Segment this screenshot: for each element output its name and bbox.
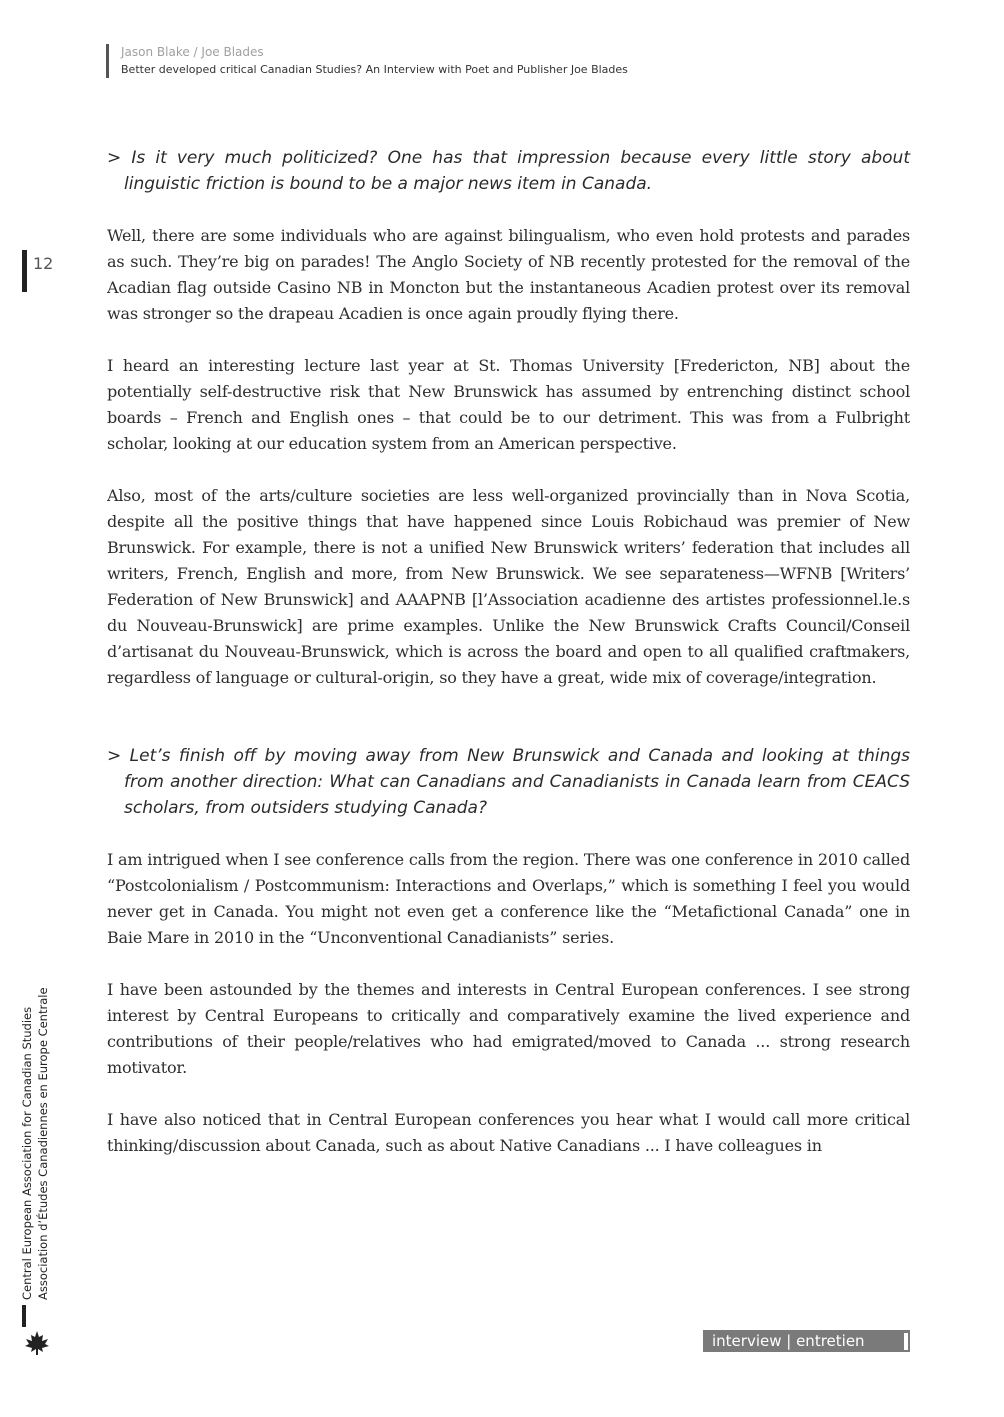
header-authors: Jason Blake / Joe Blades: [121, 45, 264, 59]
header-subtitle: Better developed critical Canadian Studies? An Interview with Poet and Publisher Joe Blades: [121, 63, 628, 76]
paragraph-1: Well, there are some individuals who are against bilingualism, who even hold protests and parades as such. They’re big on parades! The Anglo Society of NB recently protested for the removal of the Acadian flag outside Casino NB in Moncton but the instantaneous Acadien protest over its removal was stronger so the drapeau Acadien is once again proudly flying there.: [107, 226, 910, 323]
running-header: [106, 44, 628, 78]
paragraph-4: I am intrigued when I see conference calls from the region. There was one conference in 2010 called “Postcolonialism / Postcommunism: Interactions and Overlaps,” which is something I feel you would never get in Canada. You might not even get a conference like the “Metafictional Canada” one in Baie Mare in 2010 in the “Unconventional Canadianists” series.: [107, 850, 910, 947]
paragraph-3: Also, most of the arts/culture societies are less well-organized provincially than in Nova Scotia, despite all the positive things that have happened since Louis Robichaud was premier of New Brunswick. For example, there is not a unified New Brunswick writers’ federation that includes all writers, French, English and more, from New Brunswick. We see separateness—WFNB [Writers’ Federation of New Brunswick] and AAAPNB [l’Association acadienne des artistes professionnel.le.s du Nouveau-Brunswick] are prime examples. Unlike the New Brunswick Crafts Council/Conseil d’artisanat du Nouveau-Brunswick, which is across the board and open to all qualified craftmakers, regardless of language or cultural-origin, so they have a great, wide mix of coverage/integration.: [107, 486, 910, 687]
paragraph-6: I have also noticed that in Central European conferences you hear what I would call more critical thinking/discussion about Canada, such as about Native Canadians ... I have colleagues in: [107, 1110, 910, 1155]
association-sidebar: [19, 987, 51, 1300]
section-footer: [703, 1330, 910, 1352]
association-name-fr: Association d’Études Canadiennes en Europe Centrale: [36, 987, 50, 1300]
paragraph-5: I have been astounded by the themes and interests in Central European conferences. I see strong interest by Central Europeans to critically and comparatively examine the lived experience and contributions of their people/relatives who had emigrated/moved to Canada ... strong research motivator.: [107, 980, 910, 1077]
footer-bar: [904, 1333, 908, 1350]
footer-label: interview | entretien: [712, 1332, 865, 1350]
page-number: 12: [22, 250, 53, 292]
maple-leaf-icon: [24, 1330, 50, 1356]
article-body: [107, 145, 910, 1159]
sidebar-divider: [22, 1305, 26, 1327]
question-1: > Is it very much politicized? One has that impression because every little story about linguistic friction is bound to be a major news item in Canada.: [107, 148, 910, 194]
question-2: > Let’s finish off by moving away from New Brunswick and Canada and looking at things from another direction: What can Canadians and Canadianists in Canada learn from CEACS scholars, from outsiders studying Canada?: [107, 746, 910, 818]
association-name-en: Central European Association for Canadian Studies: [20, 1006, 34, 1300]
paragraph-2: I heard an interesting lecture last year at St. Thomas University [Fredericton, NB] about the potentially self-destructive risk that New Brunswick has assumed by entrenching distinct school boards – French and English ones – that could be to our detriment. This was from a Fulbright scholar, looking at our education system from an American perspective.: [107, 356, 910, 453]
